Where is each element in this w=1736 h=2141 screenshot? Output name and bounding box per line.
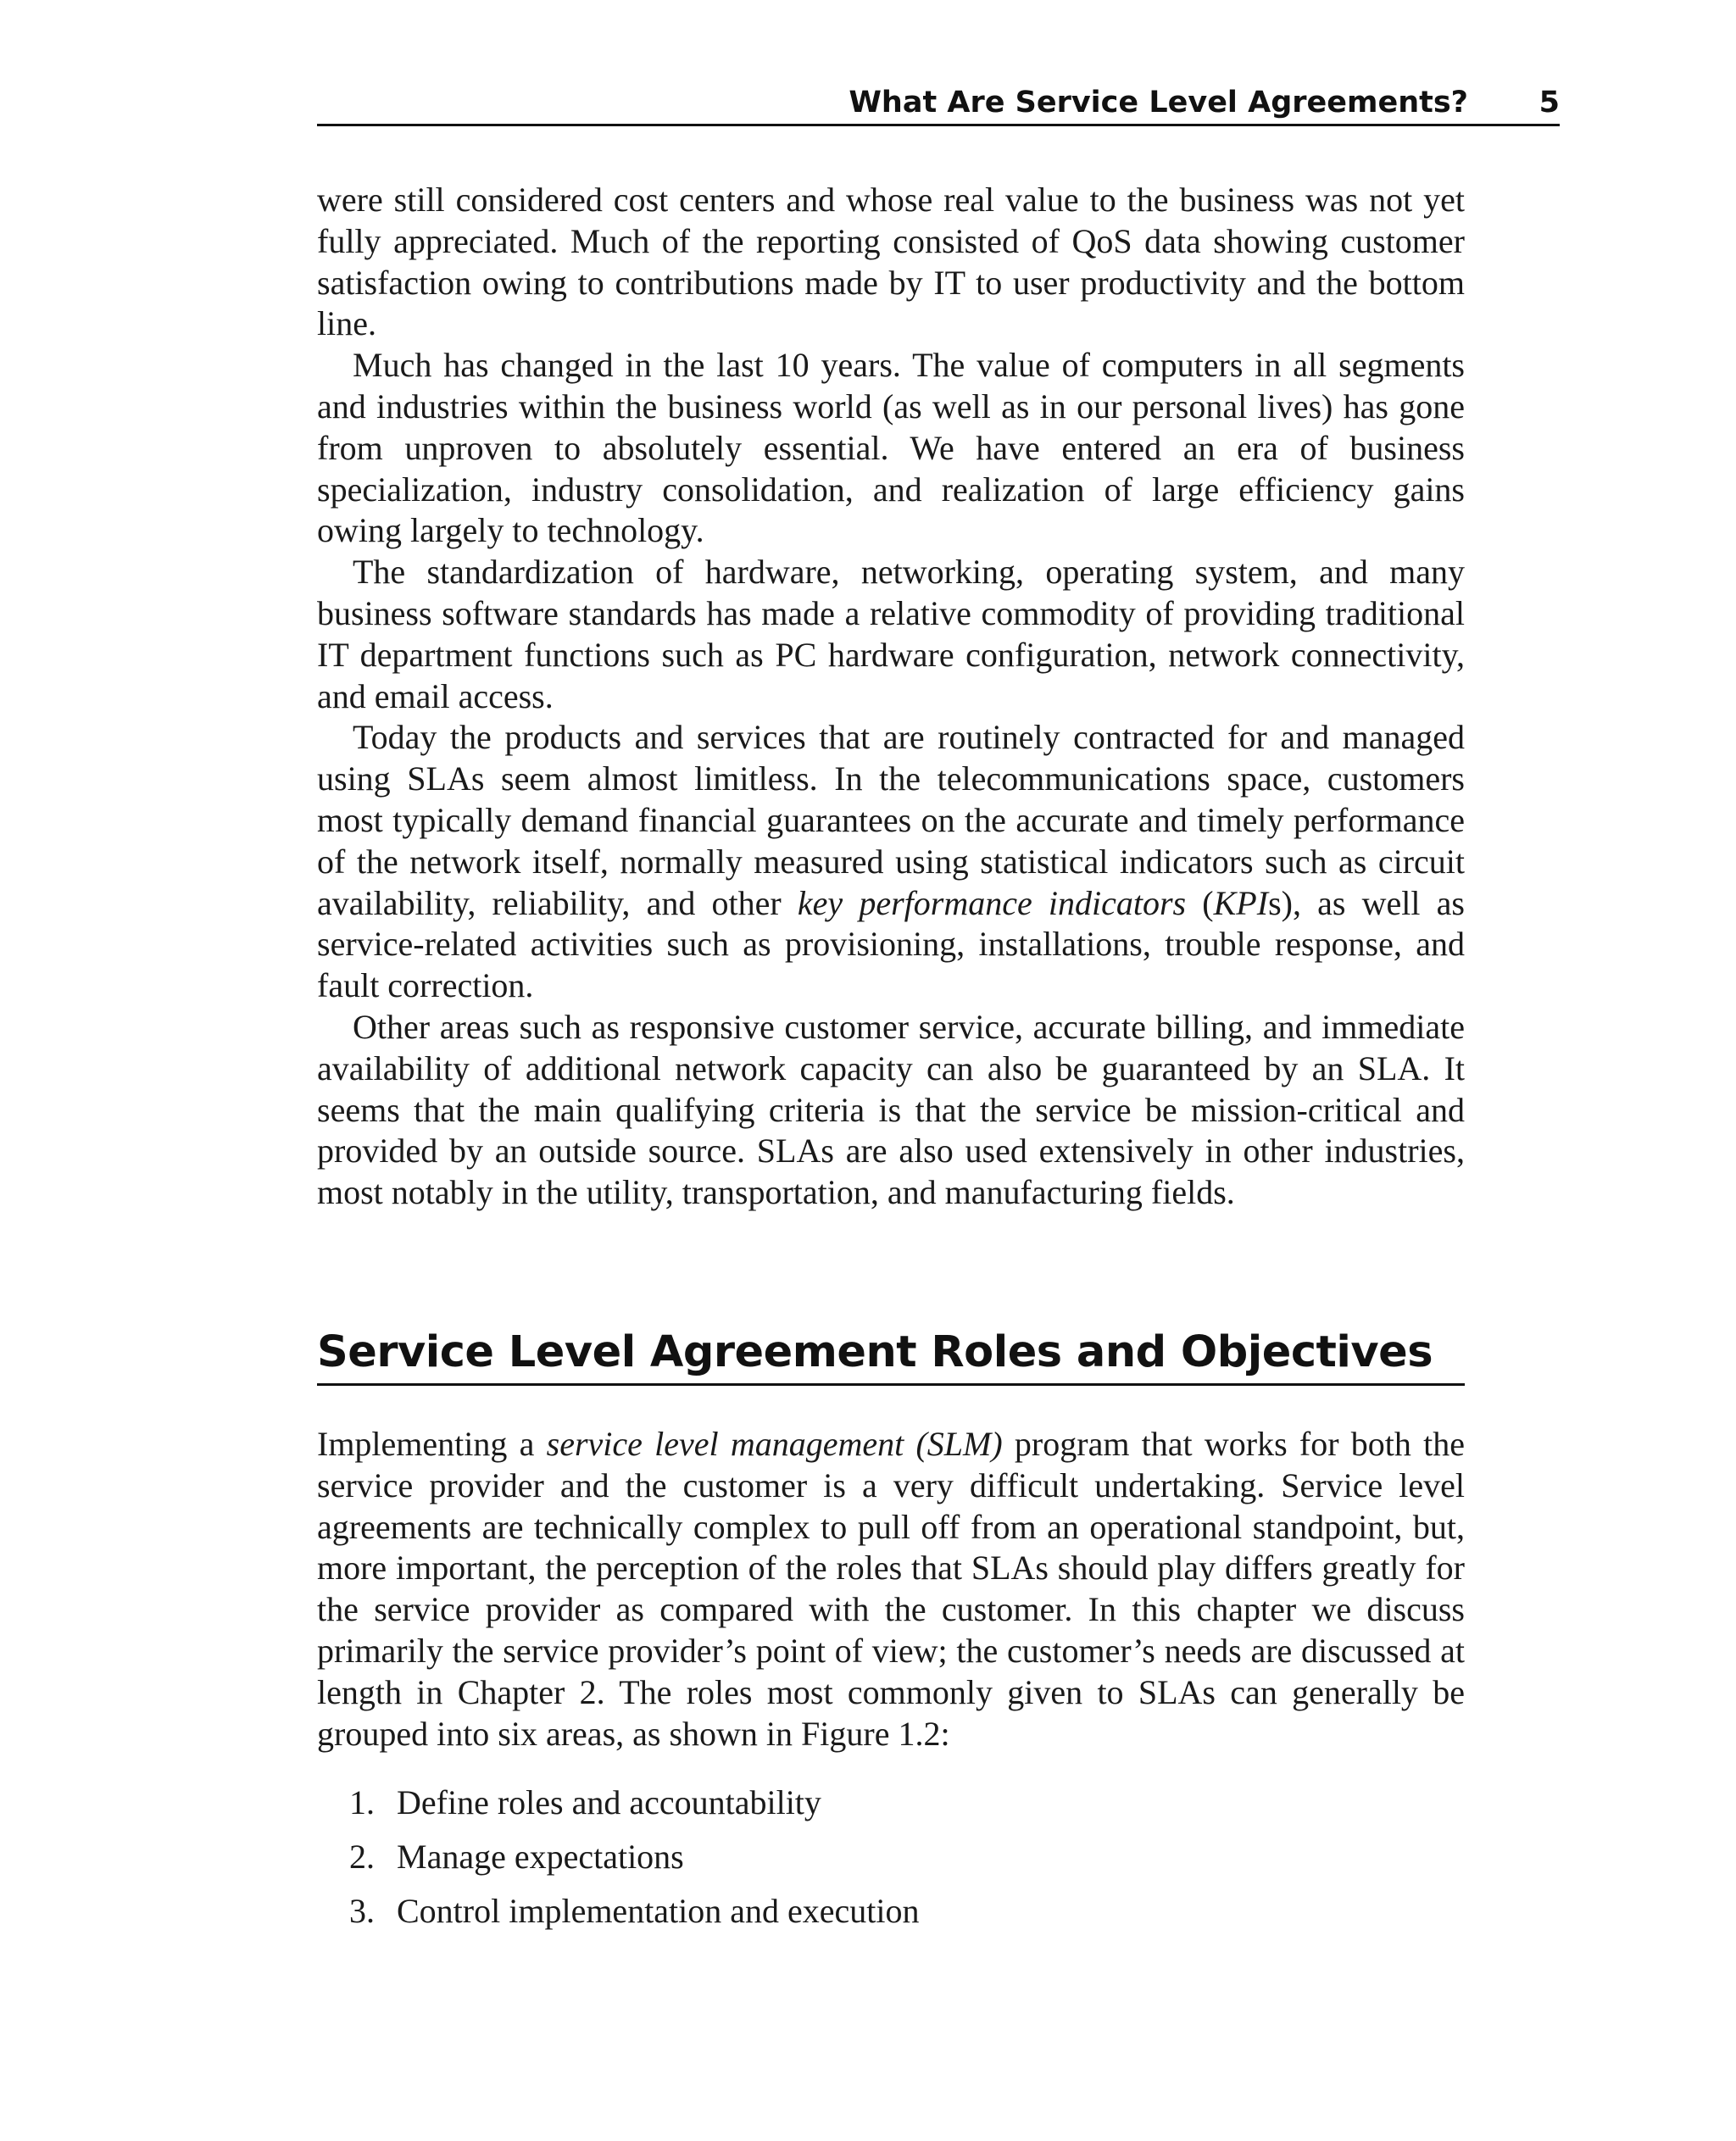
paragraph-text: Today the products and services that are routinely contracted for and managed using SLAs seem almost limitless. In the telecommunications space, customers most typically demand financial guarantees on the accurate and timely performance of the network itself, normally measured using statistical indicators such as circuit availability, reliability, and other: [317, 718, 1465, 922]
list-item-text: Define roles and accountability: [397, 1783, 821, 1821]
italic-term: key performance indicators: [797, 883, 1187, 922]
italic-term: service level management (SLM): [546, 1425, 1003, 1463]
list-item-number: 3.: [349, 1892, 375, 1930]
section-heading: Service Level Agreement Roles and Objectives: [317, 1322, 1465, 1386]
running-head-title: What Are Service Level Agreements?: [849, 86, 1468, 120]
paragraph: were still considered cost centers and whose real value to the business was not yet fully appreciated. Much of the reporting consisted of QoS data showing customer satisfaction owing to contributions made by IT to user productivity and the bottom line.: [317, 181, 1465, 343]
paragraph: Much has changed in the last 10 years. The value of computers in all segments and industries within the business world (as well as in our personal lives) has gone from unproven to absolutely essential. We have entered an era of business specialization, industry consolidation, and realization of large efficiency gains owing largely to technology.: [317, 346, 1465, 550]
section-paragraph: [317, 1424, 1465, 1755]
paragraph-text: Implementing a: [317, 1425, 547, 1463]
running-head: [317, 81, 1560, 126]
italic-abbreviation: KPI: [1213, 883, 1269, 922]
page-number: 5: [1538, 86, 1560, 120]
list-item-text: Manage expectations: [397, 1838, 684, 1876]
paragraph-text: s), as well as service-related activities such as provisioning, installations, trouble response, and fault correction.: [317, 883, 1465, 1005]
list-item: [349, 1830, 1451, 1884]
list-item: [349, 1776, 1451, 1830]
paragraph: [317, 717, 1465, 1007]
paragraph-text: (: [1186, 883, 1214, 922]
paragraph: The standardization of hardware, networking, operating system, and many business software standards has made a relative commodity of providing traditional IT department functions such as PC hardware configuration, network connectivity, and email access.: [317, 553, 1465, 715]
paragraph: Other areas such as responsive customer service, accurate billing, and immediate availability of additional network capacity can also be guaranteed by an SLA. It seems that the main qualifying criteria is that the service be mission-critical and provided by an outside source. SLAs are also used extensively in other industries, most notably in the utility, transportation, and manufacturing fields.: [317, 1007, 1465, 1212]
numbered-list: [349, 1776, 1451, 1938]
body-text: [317, 180, 1465, 1214]
list-item-number: 1.: [349, 1783, 375, 1821]
list-item: [349, 1884, 1451, 1938]
paragraph-text: program that works for both the service provider and the customer is a very difficult undertaking. Service level agreements are technically complex to pull off from an operational standpoint, but, more important, the perception of the roles that SLAs should play differs greatly for the service provider as compared with the customer. In this chapter we discuss primarily the service provider’s point of view; the customer’s needs are discussed at length in Chapter 2. The roles most commonly given to SLAs can generally be grouped into six areas, as shown in Figure 1.2:: [317, 1425, 1465, 1753]
list-item-number: 2.: [349, 1838, 375, 1876]
list-item-text: Control implementation and execution: [397, 1892, 920, 1930]
